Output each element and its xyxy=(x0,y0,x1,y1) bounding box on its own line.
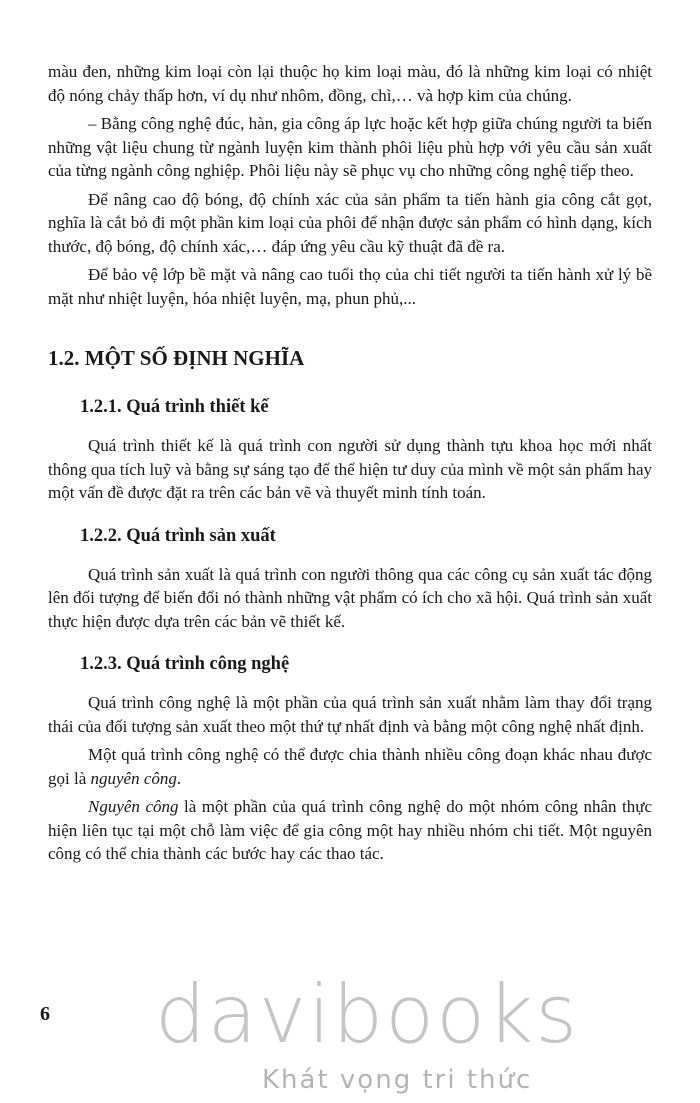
subsection-heading-design: 1.2.1. Quá trình thiết kế xyxy=(80,397,269,417)
paragraph-production: Quá trình sản xuất là quá trình con người thông qua các công cụ sản xuất tác động lên đối tượng để biến đổi nó thành những vật phẩm có ích cho xã hội. Quá trình sản xuất thực hiện được dựa trên các bản vẽ thiết kế. xyxy=(48,564,652,631)
page-content xyxy=(48,60,652,866)
subsection-heading-technology: 1.2.3. Quá trình công nghệ xyxy=(80,654,290,674)
text-run: là một phần của quá trình công nghệ do một nhóm công nhân thực hiện liên tục tại một chỗ làm việc để gia công một hay nhiều nhóm chi tiết. Một nguyên công có thể chia thành các bước hay các thao tác. xyxy=(48,797,652,863)
paragraph-technology-1: Quá trình công nghệ là một phần của quá trình sản xuất nhằm làm thay đổi trạng thái của đối tượng sản xuất theo một thứ tự nhất định và bằng một công nghệ nhất định. xyxy=(48,693,652,736)
paragraph-intro-4: Để bảo vệ lớp bề mặt và nâng cao tuổi thọ của chi tiết người ta tiến hành xử lý bề mặt như nhiệt luyện, hóa nhiệt luyện, mạ, phun phủ,... xyxy=(48,265,652,308)
text-run: Một quá trình công nghệ có thể được chia thành nhiều công đoạn khác nhau được gọi là xyxy=(48,745,652,788)
paragraph-technology-2 xyxy=(48,743,652,790)
paragraph-intro-1: màu đen, những kim loại còn lại thuộc họ kim loại màu, đó là những kim loại có nhiệt độ nóng chảy thấp hơn, ví dụ như nhôm, đồng, chì,… và hợp kim của chúng. xyxy=(48,62,652,105)
paragraph-design: Quá trình thiết kế là quá trình con người sử dụng thành tựu khoa học mới nhất thông qua tích luỹ và bằng sự sáng tạo để thể hiện tư duy của mình về một sản phẩm hay một vấn đề được đặt ra trên các bản vẽ và thuyết minh tính toán. xyxy=(48,436,652,502)
term-italic: Nguyên công xyxy=(88,797,179,816)
watermark-brand: davibooks xyxy=(155,968,580,1061)
subsection-heading-production: 1.2.2. Quá trình sản xuất xyxy=(80,525,276,546)
term-italic: nguyên công xyxy=(90,768,177,788)
text-run: . xyxy=(176,768,182,788)
paragraph-technology-3 xyxy=(48,795,652,866)
watermark-slogan: Khát vọng tri thức xyxy=(262,1065,533,1095)
page-number: 6 xyxy=(40,1003,50,1025)
paragraph-intro-2: – Bằng công nghệ đúc, hàn, gia công áp lực hoặc kết hợp giữa chúng người ta biến những vật liệu chung từ ngành luyện kim thành phôi liệu phù hợp với yêu cầu sản xuất của từng ngành công nghiệp. Phôi liệu này sẽ phục vụ cho những công nghệ tiếp theo. xyxy=(48,114,652,180)
paragraph-intro-3: Để nâng cao độ bóng, độ chính xác của sản phẩm ta tiến hành gia công cắt gọt, nghĩa là cắt bỏ đi một phần kim loại của phôi để nhận được sản phẩm có hình dạng, kích thước, độ bóng, độ chính xác,… đáp ứng yêu cầu kỹ thuật đã đề ra. xyxy=(48,189,652,256)
section-heading: 1.2. MỘT SỐ ĐỊNH NGHĨA xyxy=(48,346,305,370)
